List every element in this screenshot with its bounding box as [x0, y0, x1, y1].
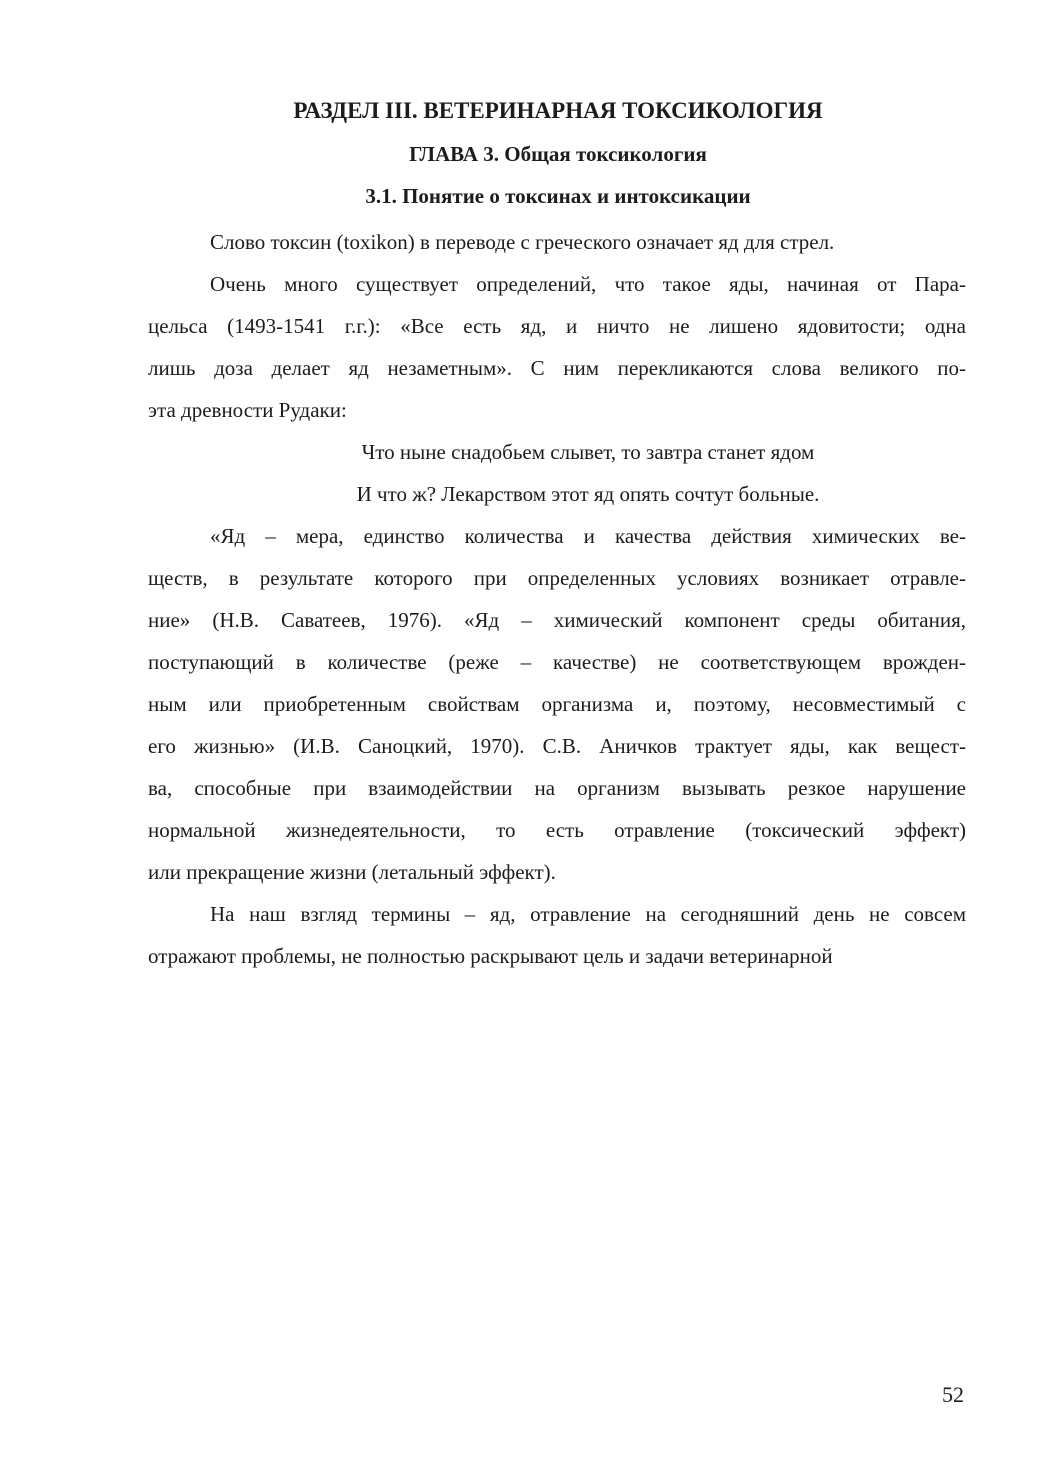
paragraph-line: отражают проблемы, не полностью раскрывают цель и задачи ветеринарной	[148, 944, 833, 968]
paragraph-line: поступающий в количестве (реже – качестве) не соответствующем врожден-	[148, 650, 966, 674]
paragraph-line: Очень много существует определений, что такое яды, начиная от Пара-	[210, 272, 966, 296]
paragraph-line: На наш взгляд термины – яд, отравление на сегодняшний день не совсем	[210, 902, 966, 926]
verse-line: Что ныне снадобьем слывет, то завтра станет ядом	[361, 440, 815, 464]
paragraph-line: Слово токсин (toxikon) в переводе с греческого означает яд для стрел.	[210, 230, 835, 254]
paragraph-line: нормальной жизнедеятельности, то есть отравление (токсический эффект)	[148, 818, 966, 842]
paragraph-line: эта древности Рудаки:	[148, 398, 347, 422]
paragraph-line: цельса (1493-1541 г.г.): «Все есть яд, и ничто не лишено ядовитости; одна	[148, 314, 966, 338]
chapter-heading: ГЛАВА 3. Общая токсикология	[409, 142, 707, 166]
paragraph-line: его жизнью» (И.В. Саноцкий, 1970). С.В. Аничков трактует яды, как вещест-	[148, 734, 966, 758]
section-heading: РАЗДЕЛ III. ВЕТЕРИНАРНАЯ ТОКСИКОЛОГИЯ	[293, 98, 823, 123]
paragraph-line: «Яд – мера, единство количества и качества действия химических ве-	[210, 524, 966, 548]
paragraph-line: ние» (Н.В. Саватеев, 1976). «Яд – химический компонент среды обитания,	[148, 608, 966, 632]
paragraph-line: или прекращение жизни (летальный эффект).	[148, 860, 556, 884]
paragraph-line: ным или приобретенным свойствам организма и, поэтому, несовместимый с	[148, 692, 966, 716]
verse-line: И что ж? Лекарством этот яд опять сочтут больные.	[356, 482, 820, 506]
page-number: 52	[942, 1382, 964, 1407]
paragraph-line: ществ, в результате которого при определенных условиях возникает отравле-	[148, 566, 966, 590]
paragraph-line: ва, способные при взаимодействии на организм вызывать резкое нарушение	[148, 776, 966, 800]
subsection-heading: 3.1. Понятие о токсинах и интоксикации	[365, 184, 751, 208]
paragraph-line: лишь доза делает яд незаметным». С ним перекликаются слова великого по-	[148, 356, 966, 380]
